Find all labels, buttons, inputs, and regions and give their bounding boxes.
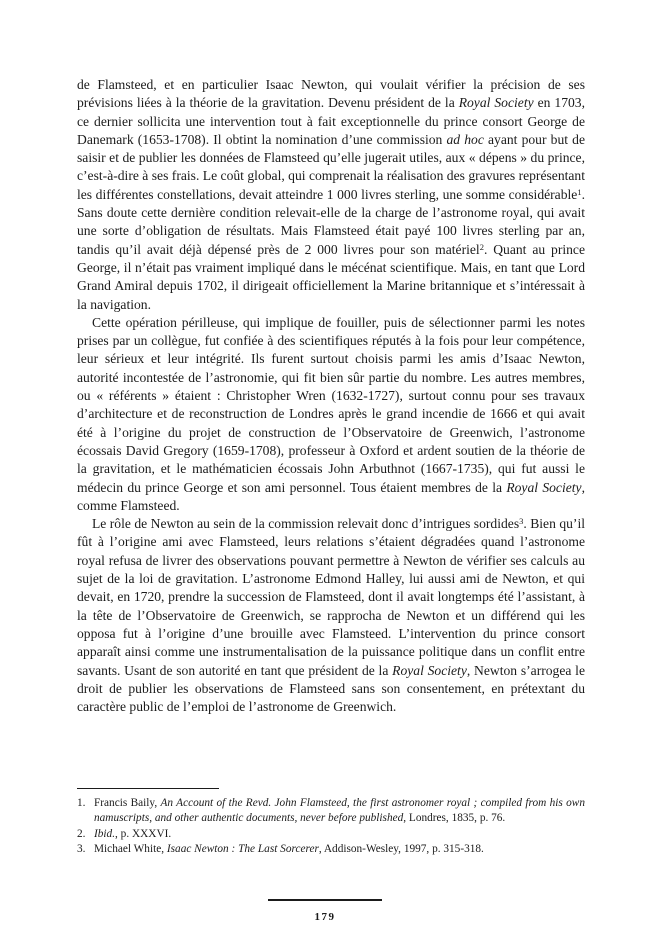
text-run: Francis Baily, [94,797,161,809]
text-run: Michael White, [94,842,167,855]
text-run: , Newton s’arrogea le droit de publier les observations de Flamsteed sans son consentement, en prétextant du caractère public de l’emploi de l’astronome de Greenwich. [77,662,585,715]
page-number: 179 [314,910,336,923]
page-footer [0,899,650,923]
italic-text-run: An Account of the Revd. John Flamsteed, the first astronomer royal ; compiled from his own namuscripts, and other authentic documents, never before published [94,797,585,825]
text-run: , comme Flamsteed. [77,479,585,513]
paragraph [77,314,585,515]
text-run: Le rôle de Newton au sein de la commission relevait donc d’intrigues sordides [92,516,520,532]
footnote-ref: 1 [577,186,582,197]
page-number-rule [268,899,382,901]
footnote-item [77,796,585,827]
footnote-ref: 2 [479,241,484,252]
italic-text-run: Royal Society [506,479,582,495]
text-run: . Sans doute cette dernière condition relevait-elle de la charge de l’astronome royal, qui avait une sorte d’obligation de résultats. Mais Flamsteed était payé 100 livres sterling par an, tandis qu’il avait déjà dépensé près de 2 000 livres pour son matériel [77,186,585,257]
italic-text-run: Isaac Newton : The Last Sorcerer [166,842,319,855]
italic-text-run: Royal Society [458,95,534,111]
text-run: . Bien qu’il fût à l’origine ami avec Flamsteed, leurs relations s’étaient dégradées quand l’astronome royal refusa de livrer des observations pouvant permettre à Newton de vérifier ses calculs au sujet de la loi de gravitation. L’astronome Edmond Halley, lui aussi ami de Newton, et qui devait, en 1720, prendre la succession de Flamsteed, dont il avait longtemps été l’assistant, à la tête de l’Observatoire de Greenwich, se rapprocha de Newton et un différend qui les opposa fut à l’origine d’une brouille avec Flamsteed. L’intervention du prince consort apparaît ainsi comme une instrumentalisation de la puissance politique dans un conflit entre savants. Usant de son autorité en tant que président de la [77,516,586,678]
paragraph [77,76,585,314]
footnote-number: 1. [77,797,86,809]
text-run: , p. XXXVI. [115,827,172,840]
text-run: de Flamsteed, et en particulier Isaac Newton, qui voulait vérifier la précision de ses prévisions liées à la théorie de la gravitation. Devenu président de la [77,77,585,111]
text-run: ayant pour but de saisir et de publier les données de Flamsteed qu’elle jugerait utiles, aux « dépens » du prince, c’est-à-dire à ses frais. Le coût global, qui comprenait la réalisation des gravures représentant les différentes constellations, devait atteindre 1 000 livres sterling, une somme considérable [77,131,585,202]
text-run: en 1703, ce dernier sollicita une intervention tout à fait exceptionnelle du prince consort George de Danemark (1653-1708). Il obtint la nomination d’une commission [77,95,585,147]
text-run: Cette opération périlleuse, qui implique de fouiller, puis de sélectionner parmi les notes prises par un collègue, fut confiée à des scientifiques réputés à la fois pour leur compétence, leur sérieux et leur intégrité. Ils furent surtout choisis parmi les amis d’Isaac Newton, autorité incontestée de l’astronomie, qui fit bien sûr partie du nombre. Les autres membres, ou « référents » étaient : Christopher Wren (1632-1727), surtout connu pour ses travaux d’architecture et de reconstruction de Londres après le grand incendie de 1666 et qui avait été à l’origine du projet de construction de l’Observatoire de Greenwich, l’astronome écossais David Gregory (1659-1708), professeur à Oxford et ardent soutien de la théorie de la gravitation, et le mathématicien écossais John Arbuthnot (1667-1735), qui fut aussi le médecin du prince George et son ami personnel. Tous étaient membres de la [77,314,585,495]
italic-text-run: ad hoc [446,131,484,147]
footnote-separator [77,788,219,789]
footnote-number: 3. [77,842,86,855]
footnote-text [94,843,484,855]
text-run: , Addison-Wesley, 1997, p. 315-318. [318,842,484,855]
footnote-ref: 3 [519,516,524,527]
footnote-list [77,796,585,857]
paragraph [77,515,585,716]
footnote-text [94,828,171,840]
footnotes-section [77,788,585,857]
footnote-item [77,827,585,842]
italic-text-run: Royal Society [392,662,467,678]
italic-text-run: Ibid. [94,827,116,840]
footnote-number: 2. [77,827,86,840]
text-run: . Quant au prince George, il n’était pas vraiment impliqué dans le mécénat scientifique. Mais, en tant que Lord Grand Amiral depuis 1702, il dirigeait officiellement la Marine britannique et s’intéressait à la navigation. [77,241,585,312]
footnote-item [77,842,585,857]
text-run: , Londres, 1835, p. 76. [403,812,506,825]
footnote-text [94,797,585,824]
body-text [77,76,585,716]
